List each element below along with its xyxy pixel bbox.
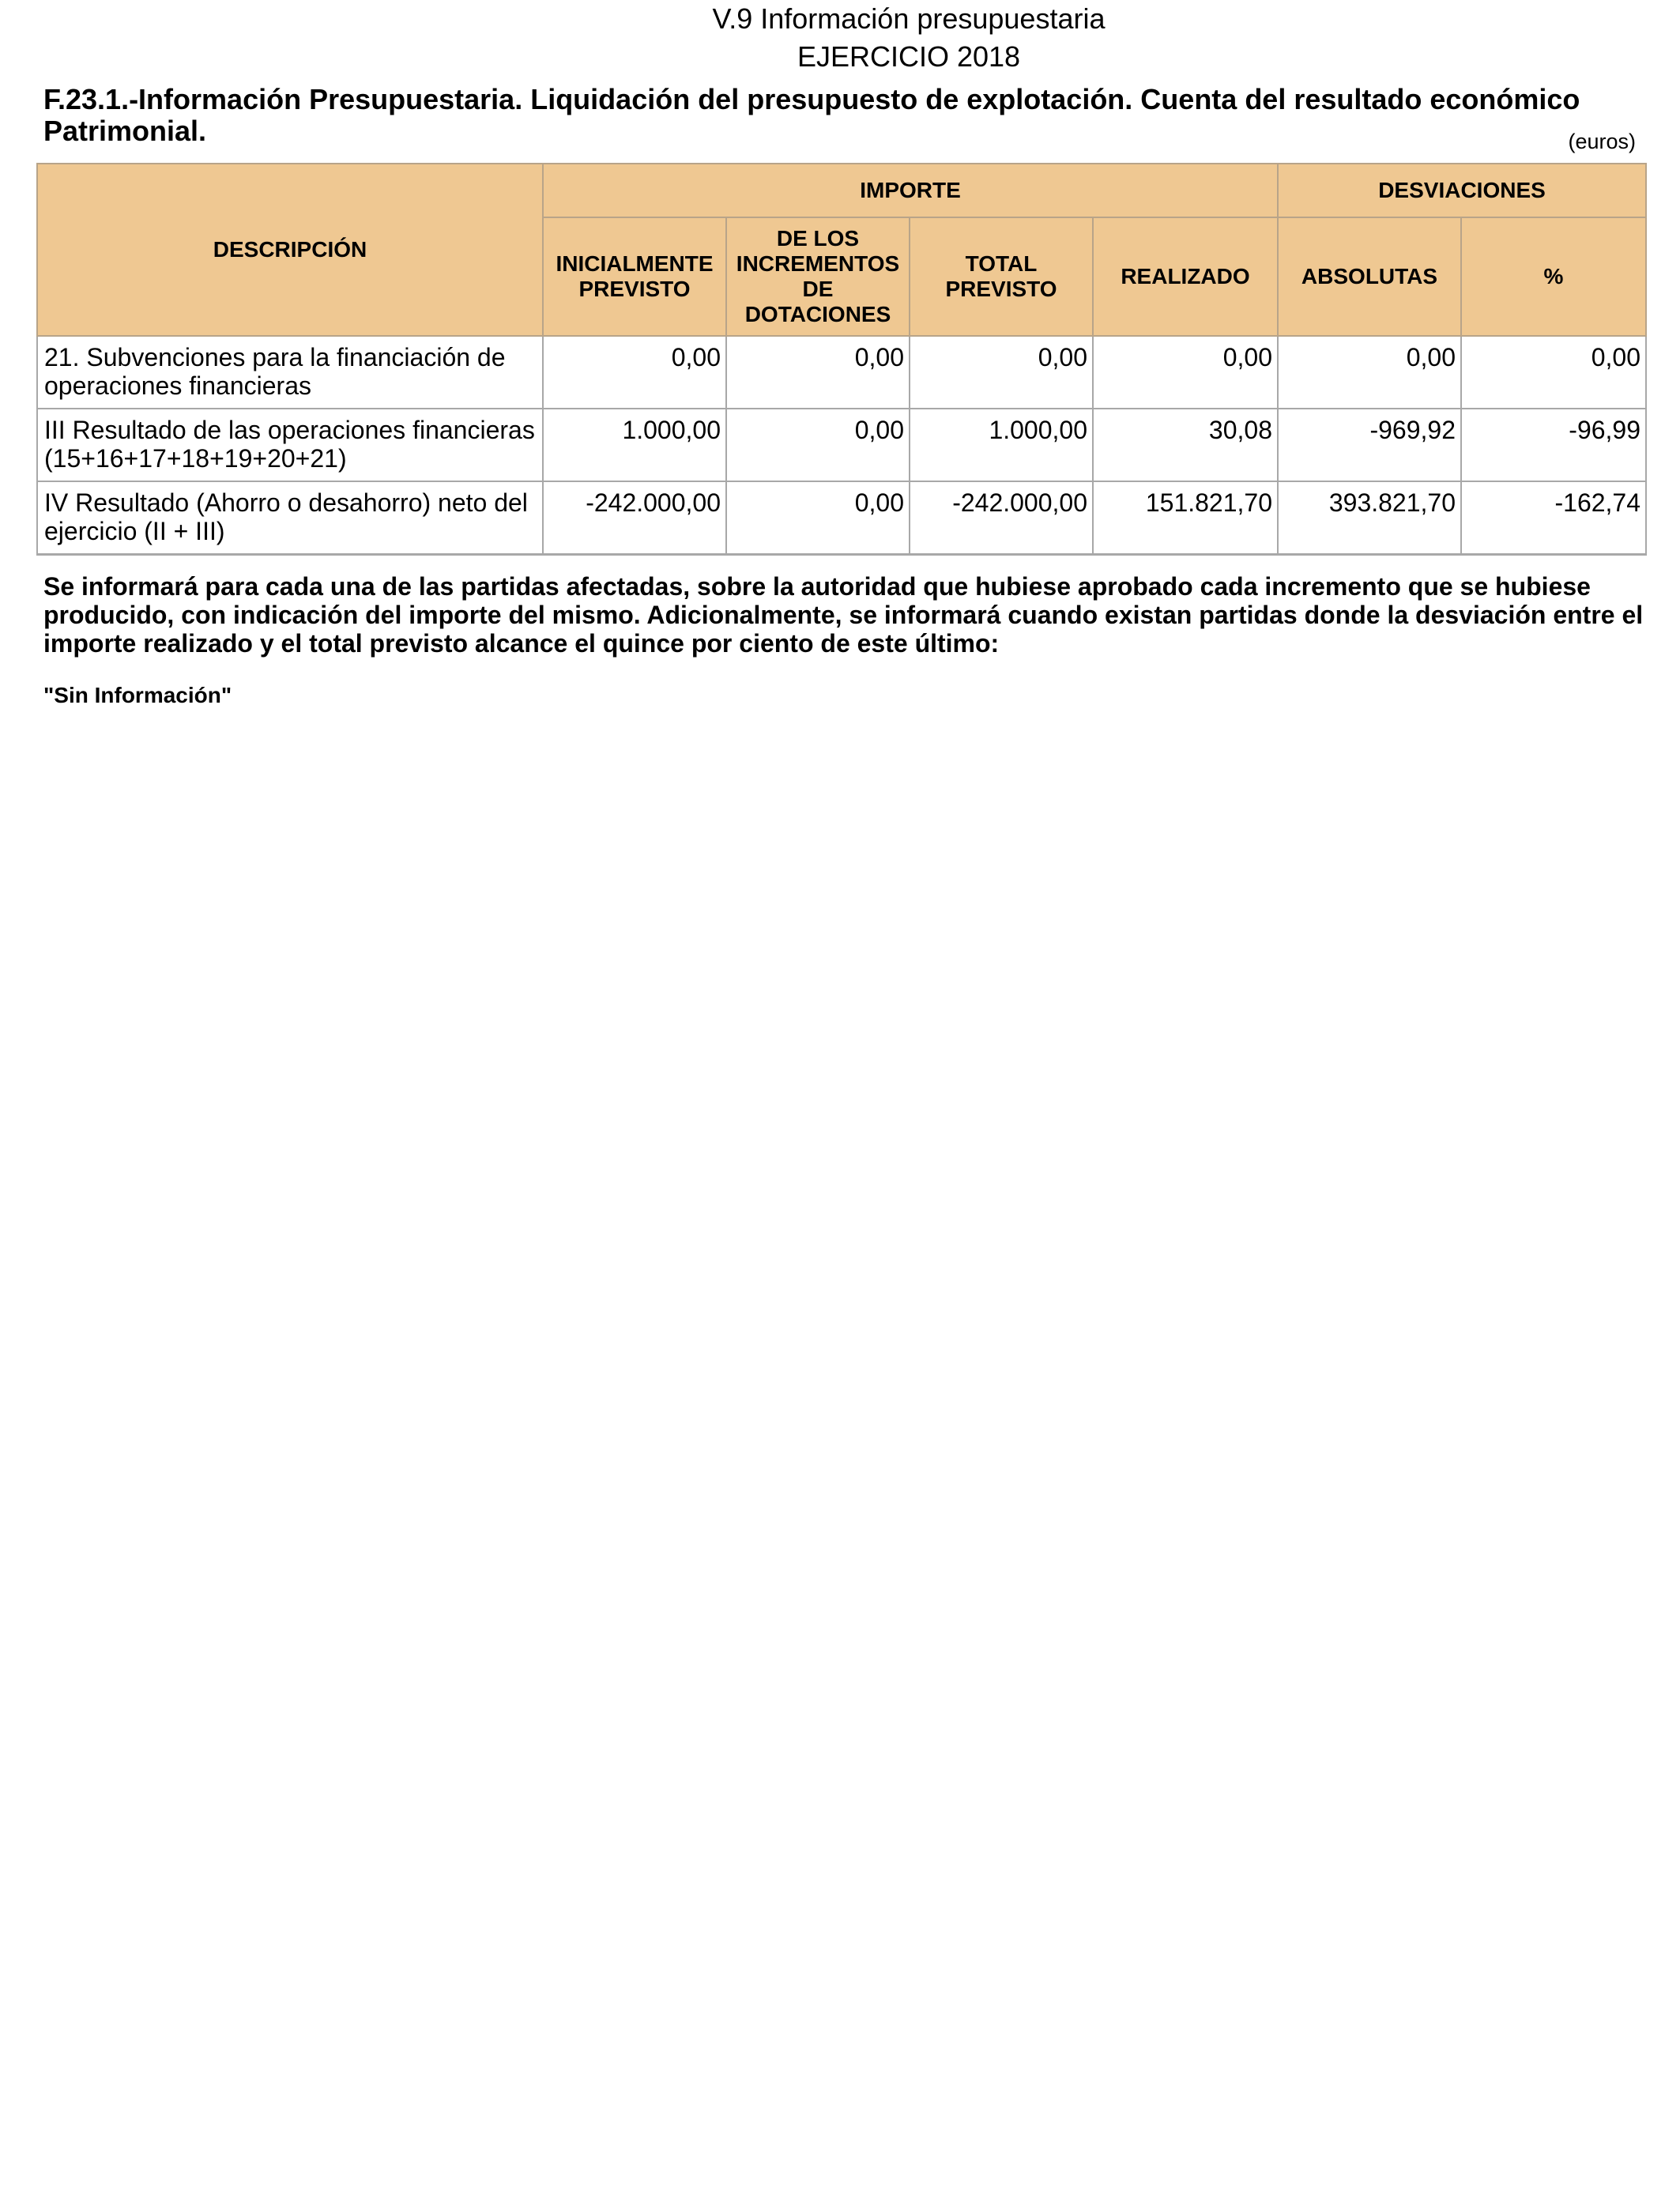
table-row: [37, 336, 1646, 409]
header-total-previsto: TOTAL PREVISTO: [910, 217, 1093, 336]
row-descripcion: III Resultado de las operaciones financieras (15+16+17+18+19+20+21): [37, 409, 543, 481]
row-de-los-incrementos: 0,00: [726, 481, 910, 555]
page-heading: [0, 0, 1680, 76]
row-absolutas: 0,00: [1278, 336, 1461, 409]
row-inicialmente-previsto: -242.000,00: [543, 481, 726, 555]
row-total-previsto: -242.000,00: [910, 481, 1093, 555]
header-realizado: REALIZADO: [1093, 217, 1278, 336]
header-porcentaje: %: [1461, 217, 1646, 336]
row-total-previsto: 0,00: [910, 336, 1093, 409]
row-realizado: 151.821,70: [1093, 481, 1278, 555]
row-descripcion: 21. Subvenciones para la financiación de operaciones financieras: [37, 336, 543, 409]
header-desviaciones: DESVIACIONES: [1278, 164, 1646, 217]
information-note: Se informará para cada una de las partidas afectadas, sobre la autoridad que hubiese aprobado cada incremento que se hubiese producido, con indicación del importe del mismo. Adicionalmente, se informará cuando existan partidas donde la desviación entre el importe realizado y el total previsto alcance el quince por ciento de este último:: [43, 572, 1644, 658]
table-row: [37, 481, 1646, 555]
row-realizado: 0,00: [1093, 336, 1278, 409]
header-importe: IMPORTE: [543, 164, 1278, 217]
section-title: V.9 Información presupuestaria: [712, 2, 1106, 35]
header-inicialmente-previsto: INICIALMENTE PREVISTO: [543, 217, 726, 336]
row-absolutas: 393.821,70: [1278, 481, 1461, 555]
budget-table: [36, 163, 1647, 556]
header-de-los-incrementos: DE LOS INCREMENTOS DE DOTACIONES: [726, 217, 910, 336]
row-descripcion: IV Resultado (Ahorro o desahorro) neto del ejercicio (II + III): [37, 481, 543, 555]
row-porcentaje: 0,00: [1461, 336, 1646, 409]
fiscal-year: EJERCICIO 2018: [797, 40, 1021, 73]
no-information-label: "Sin Información": [43, 683, 232, 707]
row-inicialmente-previsto: 1.000,00: [543, 409, 726, 481]
form-title: F.23.1.-Información Presupuestaria. Liquidación del presupuesto de explotación. Cuenta del resultado económico Patrimonial.: [43, 83, 1580, 147]
row-absolutas: -969,92: [1278, 409, 1461, 481]
table-row: [37, 409, 1646, 481]
row-inicialmente-previsto: 0,00: [543, 336, 726, 409]
row-porcentaje: -96,99: [1461, 409, 1646, 481]
header-descripcion: DESCRIPCIÓN: [37, 164, 543, 336]
units-label: (euros): [1568, 130, 1636, 153]
row-total-previsto: 1.000,00: [910, 409, 1093, 481]
header-absolutas: ABSOLUTAS: [1278, 217, 1461, 336]
row-de-los-incrementos: 0,00: [726, 409, 910, 481]
row-de-los-incrementos: 0,00: [726, 336, 910, 409]
row-realizado: 30,08: [1093, 409, 1278, 481]
row-porcentaje: -162,74: [1461, 481, 1646, 555]
